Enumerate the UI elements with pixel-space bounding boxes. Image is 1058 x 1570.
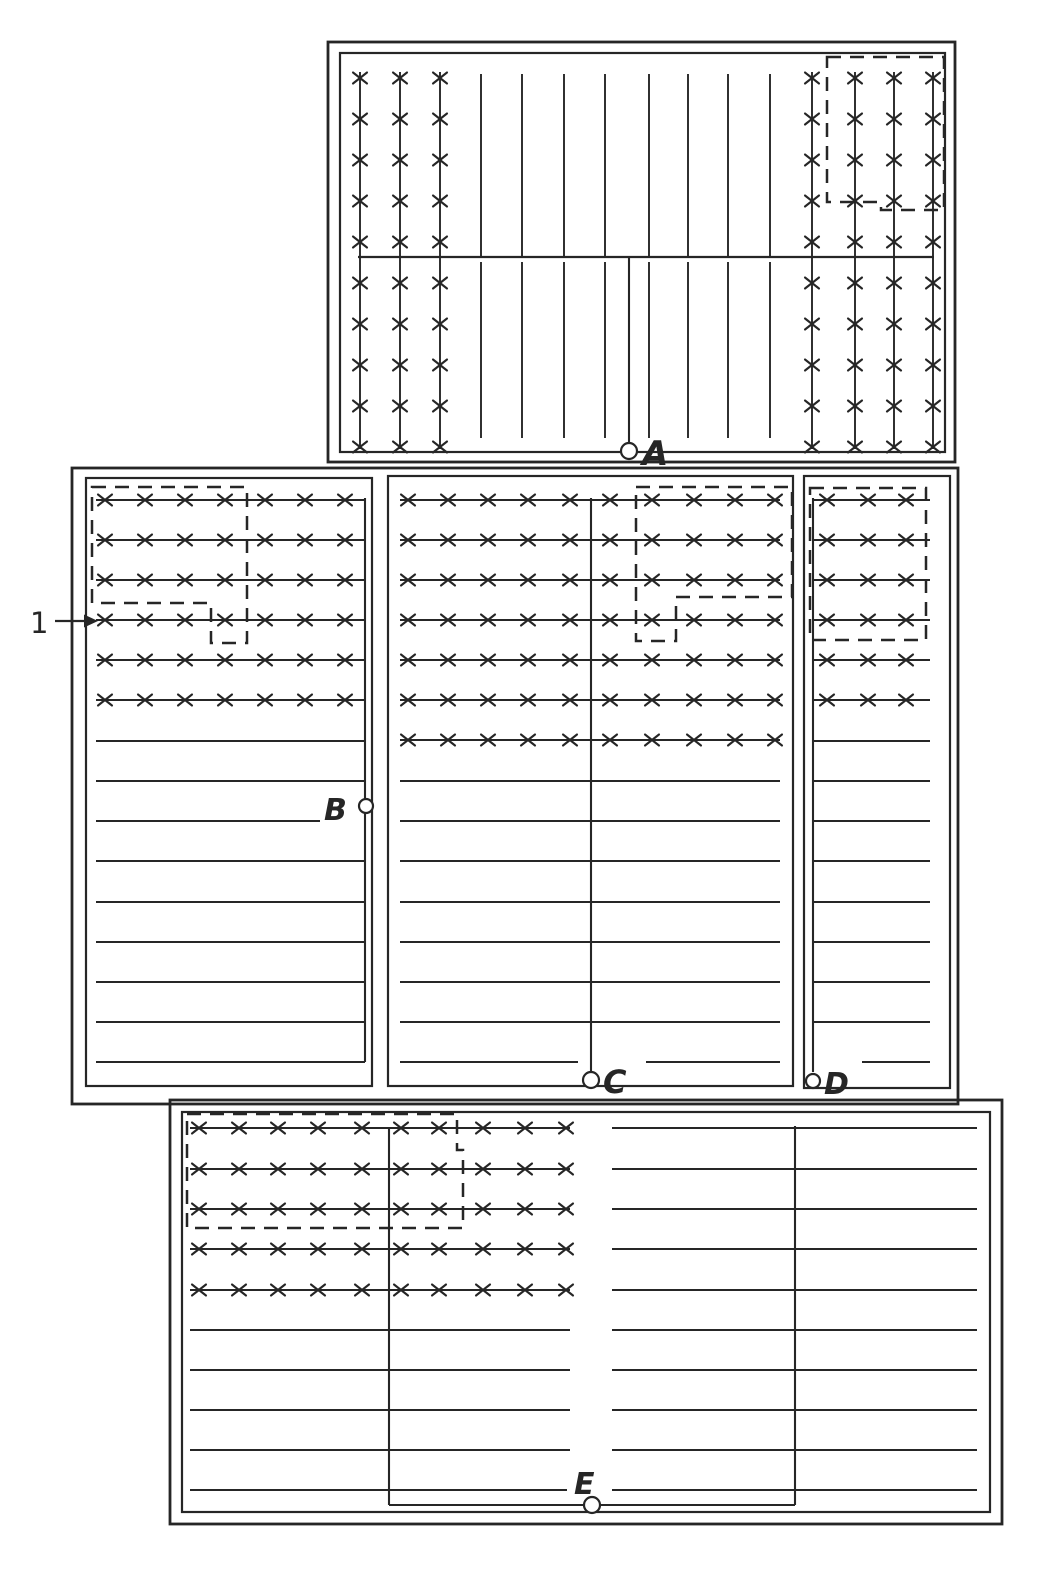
outlet-b	[359, 799, 373, 813]
outlet-label-b: B	[324, 793, 347, 828]
outlet-label-c: C	[603, 1063, 627, 1101]
outlet-label-d: D	[824, 1067, 849, 1102]
outlet-a	[621, 443, 637, 459]
outlet-label-e: E	[574, 1467, 595, 1502]
callout-1-label: 1	[30, 606, 49, 640]
outlet-c	[583, 1072, 599, 1088]
outlet-d	[806, 1074, 820, 1088]
outlet-label-a: A	[642, 434, 669, 474]
